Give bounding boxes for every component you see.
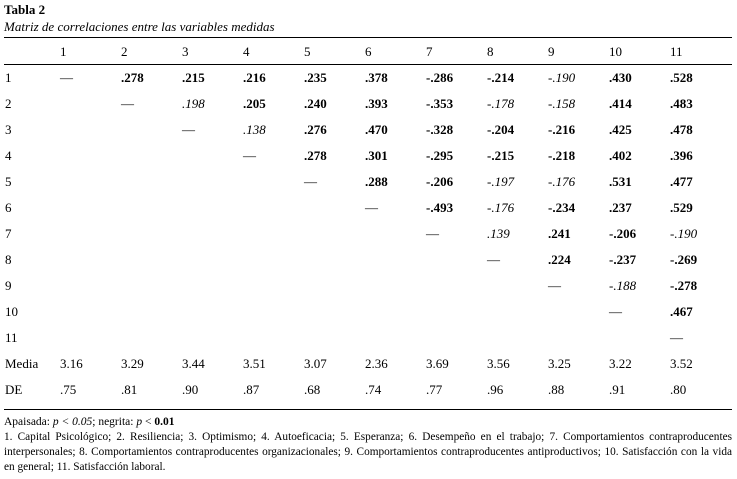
table-cell: [365, 221, 426, 247]
row-label: Media: [5, 356, 39, 371]
table-cell: 3.56: [487, 356, 510, 371]
sig-note-threshold: < 0.05: [58, 416, 93, 428]
table-title: Tabla 2: [4, 2, 46, 17]
table-row: [4, 377, 731, 403]
row-label: DE: [5, 382, 23, 397]
table-cell: [121, 325, 182, 351]
table-cell: [182, 299, 243, 325]
table-cell: [60, 325, 121, 351]
table-cell: [487, 299, 548, 325]
table-row: [4, 299, 731, 325]
table-row: [4, 143, 731, 169]
table-cell: [121, 117, 182, 143]
table-cell: [243, 247, 304, 273]
row-label: 10: [5, 304, 18, 319]
table-cell: 3.16: [60, 356, 83, 371]
table-cell: —: [243, 148, 256, 163]
table-cell: [60, 247, 121, 273]
table-cell: [304, 247, 365, 273]
table-cell: .241: [548, 226, 571, 241]
table-cell: .138: [243, 122, 266, 137]
table-cell: —: [365, 200, 378, 215]
table-cell: 3.29: [121, 356, 144, 371]
table-cell: —: [670, 330, 683, 345]
table-cell: [243, 195, 304, 221]
table-cell: [426, 247, 487, 273]
table-cell: —: [121, 96, 134, 111]
table-cell: [121, 169, 182, 195]
table-cell: 3.22: [609, 356, 632, 371]
table-cell: .96: [487, 382, 504, 397]
table-cell: [60, 273, 121, 299]
table-row: [4, 273, 731, 299]
column-header: 7: [426, 44, 433, 59]
table-row: [4, 325, 731, 351]
table-cell: -.214: [487, 70, 515, 85]
table-row: [4, 65, 731, 91]
column-header: 3: [182, 44, 189, 59]
header-corner: [4, 39, 60, 65]
table-cell: 2.36: [365, 356, 388, 371]
table-cell: [60, 143, 121, 169]
column-header: 1: [60, 44, 67, 59]
table-cell: [121, 143, 182, 169]
table-cell: —: [182, 122, 195, 137]
table-cell: [182, 143, 243, 169]
table-cell: [60, 91, 121, 117]
sig-note-p: p: [136, 416, 143, 428]
table-cell: [60, 299, 121, 325]
table-cell: -.190: [548, 70, 576, 85]
column-header: 11: [670, 44, 683, 59]
table-subtitle: Matriz de correlaciones entre las variables medidas: [4, 19, 275, 34]
table-cell: 3.44: [182, 356, 205, 371]
table-cell: [304, 221, 365, 247]
table-cell: -.206: [609, 226, 637, 241]
row-label: 11: [5, 330, 18, 345]
table-cell: -.234: [548, 200, 576, 215]
table-cell: .278: [304, 148, 327, 163]
table-cell: [121, 221, 182, 247]
table-cell: .470: [365, 122, 388, 137]
table-cell: .425: [609, 122, 632, 137]
table-cell: .75: [60, 382, 77, 397]
table-cell: [121, 195, 182, 221]
table-cell: [304, 195, 365, 221]
table-cell: .414: [609, 96, 632, 111]
column-header: 4: [243, 44, 250, 59]
table-cell: [243, 273, 304, 299]
table-row: [4, 91, 731, 117]
table-cell: [548, 299, 609, 325]
table-cell: .216: [243, 70, 266, 85]
table-cell: [121, 247, 182, 273]
table-cell: .91: [609, 382, 626, 397]
table-cell: .301: [365, 148, 388, 163]
table-row: [4, 221, 731, 247]
header-row: [4, 39, 731, 65]
column-header: 9: [548, 44, 555, 59]
table-cell: [243, 299, 304, 325]
table-cell: —: [304, 174, 317, 189]
table-cell: [426, 299, 487, 325]
table-cell: .198: [182, 96, 205, 111]
sig-note-p: p: [52, 416, 59, 428]
table-cell: .402: [609, 148, 632, 163]
table-cell: .90: [182, 382, 199, 397]
table-cell: [243, 221, 304, 247]
table-cell: [548, 325, 609, 351]
table-cell: .528: [670, 70, 693, 85]
table-cell: [182, 325, 243, 351]
table-cell: —: [548, 278, 561, 293]
table-cell: .80: [670, 382, 687, 397]
table-cell: -.328: [426, 122, 454, 137]
table-cell: .276: [304, 122, 327, 137]
table-cell: .467: [670, 304, 693, 319]
correlation-table: [4, 39, 731, 403]
table-cell: [487, 273, 548, 299]
table-cell: [243, 169, 304, 195]
table-cell: -.237: [609, 252, 637, 267]
table-cell: [182, 169, 243, 195]
table-cell: .378: [365, 70, 388, 85]
table-cell: -.197: [487, 174, 515, 189]
table-cell: [182, 273, 243, 299]
row-label: 4: [5, 148, 12, 163]
table-cell: .393: [365, 96, 388, 111]
row-label: 9: [5, 278, 12, 293]
table-cell: [304, 325, 365, 351]
table-cell: —: [60, 70, 73, 85]
row-label: 3: [5, 122, 12, 137]
table-cell: -.218: [548, 148, 576, 163]
column-header: 6: [365, 44, 372, 59]
table-cell: [121, 299, 182, 325]
column-header: 10: [609, 44, 622, 59]
table-body: [4, 65, 731, 403]
table-cell: .396: [670, 148, 693, 163]
table-cell: [365, 247, 426, 273]
table-row: [4, 247, 731, 273]
table-cell: .531: [609, 174, 632, 189]
row-label: 7: [5, 226, 12, 241]
table-cell: .529: [670, 200, 693, 215]
column-header: 2: [121, 44, 128, 59]
table-cell: -.158: [548, 96, 576, 111]
table-row: [4, 351, 731, 377]
column-header: 8: [487, 44, 494, 59]
table-cell: -.269: [670, 252, 698, 267]
table-cell: [60, 117, 121, 143]
table-cell: .205: [243, 96, 266, 111]
table-cell: .430: [609, 70, 632, 85]
table-cell: .478: [670, 122, 693, 137]
table-cell: [426, 325, 487, 351]
table-cell: .77: [426, 382, 443, 397]
top-rule: [4, 37, 732, 38]
table-cell: -.204: [487, 122, 515, 137]
table-cell: .215: [182, 70, 205, 85]
table-cell: .237: [609, 200, 632, 215]
table-cell: [182, 195, 243, 221]
table-cell: 3.52: [670, 356, 693, 371]
row-label: 8: [5, 252, 12, 267]
table-cell: —: [426, 226, 439, 241]
table-cell: .240: [304, 96, 327, 111]
table-cell: .224: [548, 252, 571, 267]
table-cell: [365, 299, 426, 325]
table-row: [4, 195, 731, 221]
table-row: [4, 169, 731, 195]
table-cell: .68: [304, 382, 321, 397]
table-cell: .87: [243, 382, 260, 397]
table-cell: .477: [670, 174, 693, 189]
table-cell: [426, 273, 487, 299]
row-label: 2: [5, 96, 12, 111]
table-cell: .74: [365, 382, 382, 397]
table-cell: .235: [304, 70, 327, 85]
table-cell: —: [487, 252, 500, 267]
table-notes: [4, 415, 732, 475]
sig-note-threshold: 0.01: [154, 416, 175, 428]
table-cell: 3.07: [304, 356, 327, 371]
table-cell: -.190: [670, 226, 698, 241]
table-cell: [365, 325, 426, 351]
table-cell: 3.51: [243, 356, 266, 371]
table-cell: -.176: [487, 200, 515, 215]
sig-note-text: Apaisada:: [4, 416, 53, 428]
table-cell: -.493: [426, 200, 454, 215]
sig-note-text: ; negrita:: [92, 416, 137, 428]
table-cell: -.353: [426, 96, 454, 111]
table-cell: [60, 221, 121, 247]
table-cell: [182, 247, 243, 273]
significance-note: [4, 415, 732, 430]
table-cell: -.178: [487, 96, 515, 111]
table-cell: .81: [121, 382, 138, 397]
table-cell: -.295: [426, 148, 454, 163]
table-cell: 3.69: [426, 356, 449, 371]
table-cell: [121, 273, 182, 299]
column-header: 5: [304, 44, 311, 59]
table-cell: [609, 325, 670, 351]
table-cell: [243, 325, 304, 351]
table-cell: .139: [487, 226, 510, 241]
row-label: 6: [5, 200, 12, 215]
table-cell: [60, 195, 121, 221]
variables-note: 1. Capital Psicológico; 2. Resiliencia; 3. Optimismo; 4. Autoeficacia; 5. Esperanza; 6. Desempeño en el trabajo; 7. Comportamientos contraproducentes interpersonales; 8. Comportamientos contraproducentes organizacionales; 9. Comportamientos contraproducentes antiproductivos; 10. Satisfacción con la vida en general; 11. Satisfacción laboral.: [4, 431, 732, 473]
table-cell: 3.25: [548, 356, 571, 371]
table-cell: —: [609, 304, 622, 319]
table-cell: .88: [548, 382, 565, 397]
table-cell: [304, 273, 365, 299]
table-cell: -.278: [670, 278, 698, 293]
row-label: 5: [5, 174, 12, 189]
table-row: [4, 117, 731, 143]
table-cell: -.215: [487, 148, 515, 163]
table-cell: .278: [121, 70, 144, 85]
table-cell: .288: [365, 174, 388, 189]
table-cell: -.286: [426, 70, 454, 85]
table-cell: -.216: [548, 122, 576, 137]
sig-note-text: <: [142, 416, 155, 428]
table-cell: [60, 169, 121, 195]
table-cell: [365, 273, 426, 299]
table-cell: -.206: [426, 174, 454, 189]
table-cell: -.188: [609, 278, 637, 293]
table-cell: -.176: [548, 174, 576, 189]
bottom-rule: [4, 409, 732, 410]
row-label: 1: [5, 70, 12, 85]
table-cell: .483: [670, 96, 693, 111]
table-cell: [304, 299, 365, 325]
table-cell: [487, 325, 548, 351]
table-cell: [182, 221, 243, 247]
